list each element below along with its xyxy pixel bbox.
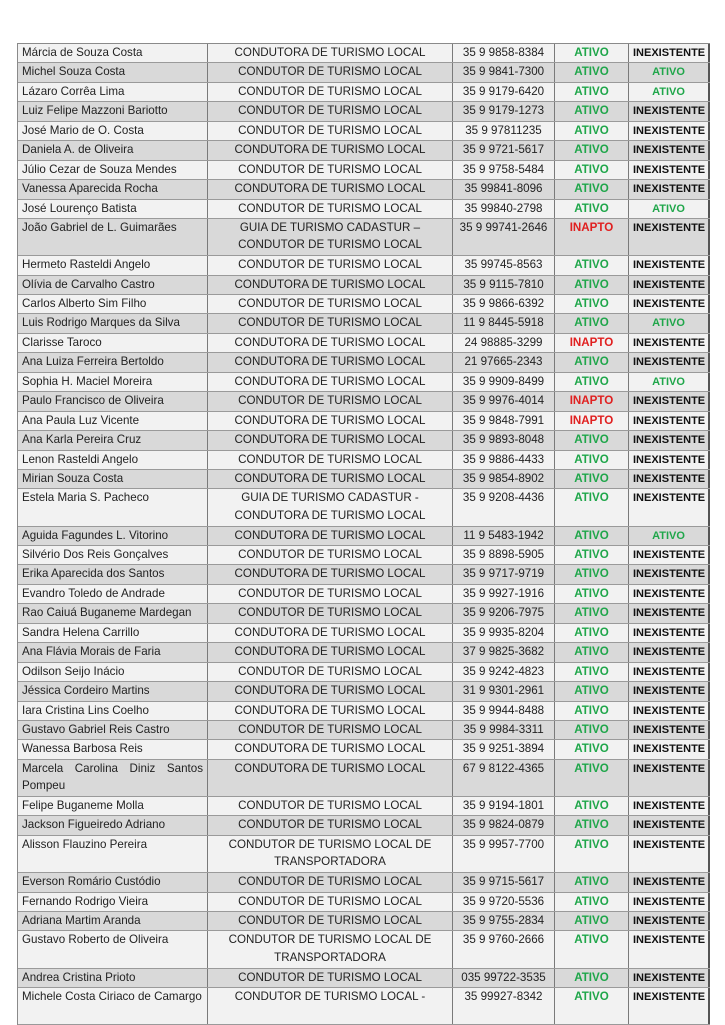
guide-status: ATIVO [555,63,629,81]
table-row [18,931,710,968]
guide-phone: 35 99840-2798 [453,200,555,218]
guide-name: Gustavo Roberto de Oliveira [18,931,208,967]
guide-role: GUIA DE TURISMO CADASTUR - CONDUTORA DE TURISMO LOCAL [208,489,453,525]
cadastur-status: INEXISTENTE [629,141,710,159]
guide-phone: 35 9 9957-7700 [453,836,555,872]
guide-phone: 24 98885-3299 [453,334,555,352]
guide-role: CONDUTORA DE TURISMO LOCAL [208,353,453,371]
cadastur-status: INEXISTENTE [629,256,710,274]
table-row [18,682,710,701]
guide-name: Luis Rodrigo Marques da Silva [18,314,208,332]
guide-phone: 35 9 8898-5905 [453,546,555,564]
table-row [18,451,710,470]
guide-phone: 35 9 9984-3311 [453,721,555,739]
cadastur-status: INEXISTENTE [629,392,710,410]
guide-status: INAPTO [555,412,629,430]
guide-name: Jackson Figueiredo Adriano [18,816,208,834]
cadastur-status: ATIVO [629,63,710,81]
guide-status: ATIVO [555,912,629,930]
table-row [18,200,710,219]
guide-status: ATIVO [555,489,629,525]
guide-name: Lenon Rasteldi Angelo [18,451,208,469]
guide-status: ATIVO [555,893,629,911]
guide-role: CONDUTOR DE TURISMO LOCAL [208,161,453,179]
guide-role: CONDUTORA DE TURISMO LOCAL [208,276,453,294]
guide-role: CONDUTOR DE TURISMO LOCAL [208,83,453,101]
guide-role: CONDUTOR DE TURISMO LOCAL [208,63,453,81]
table-row [18,797,710,816]
guide-role: GUIA DE TURISMO CADASTUR – CONDUTOR DE TURISMO LOCAL [208,219,453,255]
guide-name: Ana Karla Pereira Cruz [18,431,208,449]
guide-phone: 35 9 9755-2834 [453,912,555,930]
guide-phone: 35 9 9721-5617 [453,141,555,159]
guide-role: CONDUTORA DE TURISMO LOCAL [208,470,453,488]
table-row [18,256,710,275]
table-row [18,760,710,797]
cadastur-status: ATIVO [629,314,710,332]
guide-name: Vanessa Aparecida Rocha [18,180,208,198]
guide-phone: 37 9 9825-3682 [453,643,555,661]
table-row [18,565,710,584]
table-row [18,102,710,121]
guide-status: ATIVO [555,988,629,1024]
guide-status: ATIVO [555,760,629,796]
guide-status: ATIVO [555,470,629,488]
guide-phone: 35 9 9854-8902 [453,470,555,488]
cadastur-status: INEXISTENTE [629,643,710,661]
guide-name: Gustavo Gabriel Reis Castro [18,721,208,739]
guide-status: ATIVO [555,546,629,564]
guide-status: ATIVO [555,44,629,62]
cadastur-status: ATIVO [629,373,710,391]
guide-phone: 035 99722-3535 [453,969,555,987]
cadastur-status: ATIVO [629,83,710,101]
table-row [18,546,710,565]
guide-role: CONDUTORA DE TURISMO LOCAL [208,141,453,159]
table-row [18,295,710,314]
table-row [18,969,710,988]
guide-name: Alisson Flauzino Pereira [18,836,208,872]
guide-phone: 35 9 9976-4014 [453,392,555,410]
table-row [18,122,710,141]
guide-role: CONDUTORA DE TURISMO LOCAL [208,702,453,720]
guide-status: ATIVO [555,102,629,120]
cadastur-status: INEXISTENTE [629,102,710,120]
guide-name: Hermeto Rasteldi Angelo [18,256,208,274]
table-row [18,314,710,333]
guide-phone: 35 9 9179-6420 [453,83,555,101]
guide-role: CONDUTOR DE TURISMO LOCAL [208,585,453,603]
cadastur-status: INEXISTENTE [629,489,710,525]
guide-role: CONDUTORA DE TURISMO LOCAL [208,44,453,62]
guide-phone: 35 9 9242-4823 [453,663,555,681]
cadastur-status: INEXISTENTE [629,988,710,1024]
guide-phone: 21 97665-2343 [453,353,555,371]
guide-status: ATIVO [555,931,629,967]
guide-name: Estela Maria S. Pacheco [18,489,208,525]
cadastur-status: INEXISTENTE [629,931,710,967]
cadastur-status: INEXISTENTE [629,624,710,642]
guide-name: Marcela Carolina Diniz Santos Pompeu [18,760,208,796]
table-row [18,740,710,759]
guide-status: ATIVO [555,200,629,218]
guide-phone: 35 99927-8342 [453,988,555,1024]
guide-name: Jéssica Cordeiro Martins [18,682,208,700]
cadastur-status: INEXISTENTE [629,740,710,758]
table-row [18,392,710,411]
guide-phone: 35 99841-8096 [453,180,555,198]
guide-role: CONDUTOR DE TURISMO LOCAL [208,314,453,332]
guide-status: ATIVO [555,314,629,332]
cadastur-status: INEXISTENTE [629,546,710,564]
guide-role: CONDUTOR DE TURISMO LOCAL [208,604,453,622]
guide-status: ATIVO [555,740,629,758]
guide-name: Ana Flávia Morais de Faria [18,643,208,661]
guide-phone: 35 99745-8563 [453,256,555,274]
guide-status: ATIVO [555,295,629,313]
guide-status: ATIVO [555,585,629,603]
guide-name: Erika Aparecida dos Santos [18,565,208,583]
guide-status: ATIVO [555,83,629,101]
cadastur-status: INEXISTENTE [629,180,710,198]
guide-status: ATIVO [555,721,629,739]
cadastur-status: INEXISTENTE [629,122,710,140]
guide-name: Wanessa Barbosa Reis [18,740,208,758]
table-row [18,489,710,526]
table-row [18,873,710,892]
guide-name: Odilson Seijo Inácio [18,663,208,681]
table-row [18,431,710,450]
guide-name: Clarisse Taroco [18,334,208,352]
guide-name: Júlio Cezar de Souza Mendes [18,161,208,179]
guide-status: ATIVO [555,122,629,140]
guide-role: CONDUTORA DE TURISMO LOCAL [208,740,453,758]
guide-name: Lázaro Corrêa Lima [18,83,208,101]
guide-phone: 67 9 8122-4365 [453,760,555,796]
cadastur-status: INEXISTENTE [629,797,710,815]
guide-name: Ana Luiza Ferreira Bertoldo [18,353,208,371]
table-row [18,527,710,546]
guide-name: Andrea Cristina Prioto [18,969,208,987]
table-row [18,141,710,160]
guide-name: José Mario de O. Costa [18,122,208,140]
guide-status: ATIVO [555,836,629,872]
table-row [18,83,710,102]
guide-phone: 35 9 9841-7300 [453,63,555,81]
guide-status: ATIVO [555,702,629,720]
guide-role: CONDUTORA DE TURISMO LOCAL [208,643,453,661]
guide-role: CONDUTOR DE TURISMO LOCAL [208,256,453,274]
guide-name: Olívia de Carvalho Castro [18,276,208,294]
table-row [18,721,710,740]
guide-name: Ana Paula Luz Vicente [18,412,208,430]
guide-role: CONDUTOR DE TURISMO LOCAL [208,392,453,410]
cadastur-status: INEXISTENTE [629,682,710,700]
cadastur-status: INEXISTENTE [629,353,710,371]
table-row [18,412,710,431]
guide-status: ATIVO [555,663,629,681]
guide-role: CONDUTORA DE TURISMO LOCAL [208,412,453,430]
guide-status: ATIVO [555,624,629,642]
guides-table [17,43,710,1025]
table-row [18,161,710,180]
guide-role: CONDUTOR DE TURISMO LOCAL [208,721,453,739]
guide-role: CONDUTORA DE TURISMO LOCAL [208,760,453,796]
guide-status: ATIVO [555,682,629,700]
cadastur-status: INEXISTENTE [629,836,710,872]
guide-status: ATIVO [555,565,629,583]
cadastur-status: INEXISTENTE [629,873,710,891]
guide-name: Michel Souza Costa [18,63,208,81]
guide-phone: 35 9 9206-7975 [453,604,555,622]
cadastur-status: INEXISTENTE [629,816,710,834]
cadastur-status: INEXISTENTE [629,893,710,911]
table-row [18,912,710,931]
guide-status: ATIVO [555,373,629,391]
guide-status: ATIVO [555,451,629,469]
guide-role: CONDUTORA DE TURISMO LOCAL [208,527,453,545]
guide-role: CONDUTOR DE TURISMO LOCAL [208,663,453,681]
guide-role: CONDUTOR DE TURISMO LOCAL [208,122,453,140]
guide-status: ATIVO [555,180,629,198]
guide-name: Paulo Francisco de Oliveira [18,392,208,410]
guide-phone: 11 9 5483-1942 [453,527,555,545]
guide-role: CONDUTORA DE TURISMO LOCAL [208,334,453,352]
guide-phone: 35 9 9909-8499 [453,373,555,391]
guide-phone: 11 9 8445-5918 [453,314,555,332]
guide-phone: 35 9 9717-9719 [453,565,555,583]
guide-status: ATIVO [555,643,629,661]
guide-phone: 35 9 9715-5617 [453,873,555,891]
guide-name: Sandra Helena Carrillo [18,624,208,642]
guide-name: Rao Caiuá Buganeme Mardegan [18,604,208,622]
table-row [18,180,710,199]
guide-status: ATIVO [555,276,629,294]
table-row [18,373,710,392]
guide-status: ATIVO [555,873,629,891]
guide-status: INAPTO [555,219,629,255]
table-row [18,63,710,82]
table-row [18,663,710,682]
guide-role: CONDUTOR DE TURISMO LOCAL [208,912,453,930]
guide-role: CONDUTORA DE TURISMO LOCAL [208,373,453,391]
table-row [18,643,710,662]
cadastur-status: INEXISTENTE [629,565,710,583]
table-row [18,585,710,604]
guide-name: Márcia de Souza Costa [18,44,208,62]
guide-status: ATIVO [555,431,629,449]
guide-phone: 35 9 9886-4433 [453,451,555,469]
guide-role: CONDUTORA DE TURISMO LOCAL [208,682,453,700]
guide-name: Luiz Felipe Mazzoni Bariotto [18,102,208,120]
table-row [18,624,710,643]
guide-name: Aguida Fagundes L. Vitorino [18,527,208,545]
cadastur-status: INEXISTENTE [629,760,710,796]
guide-role: CONDUTOR DE TURISMO LOCAL [208,451,453,469]
guide-phone: 35 9 97811235 [453,122,555,140]
guide-role: CONDUTOR DE TURISMO LOCAL [208,546,453,564]
guide-name: Felipe Buganeme Molla [18,797,208,815]
table-row [18,44,710,63]
guide-phone: 35 9 9115-7810 [453,276,555,294]
guide-name: Everson Romário Custódio [18,873,208,891]
guide-name: Daniela A. de Oliveira [18,141,208,159]
table-row [18,893,710,912]
cadastur-status: ATIVO [629,200,710,218]
guide-status: ATIVO [555,141,629,159]
guide-phone: 35 9 9251-3894 [453,740,555,758]
guide-status: INAPTO [555,392,629,410]
guide-phone: 35 9 9179-1273 [453,102,555,120]
guide-role: CONDUTOR DE TURISMO LOCAL [208,893,453,911]
guide-role: CONDUTORA DE TURISMO LOCAL [208,565,453,583]
guide-name: Sophia H. Maciel Moreira [18,373,208,391]
cadastur-status: INEXISTENTE [629,721,710,739]
cadastur-status: INEXISTENTE [629,585,710,603]
guide-phone: 35 9 9858-8384 [453,44,555,62]
guide-name: Silvério Dos Reis Gonçalves [18,546,208,564]
guide-phone: 35 9 9208-4436 [453,489,555,525]
guide-name: Iara Cristina Lins Coelho [18,702,208,720]
guide-name: José Lourenço Batista [18,200,208,218]
guide-role: CONDUTOR DE TURISMO LOCAL [208,969,453,987]
guide-phone: 35 9 9935-8204 [453,624,555,642]
cadastur-status: ATIVO [629,527,710,545]
guide-phone: 35 9 9760-2666 [453,931,555,967]
guide-name: Adriana Martim Aranda [18,912,208,930]
guide-role: CONDUTOR DE TURISMO LOCAL DE TRANSPORTADORA [208,931,453,967]
guide-role: CONDUTORA DE TURISMO LOCAL [208,431,453,449]
guide-phone: 35 9 9848-7991 [453,412,555,430]
guide-status: ATIVO [555,604,629,622]
cadastur-status: INEXISTENTE [629,334,710,352]
cadastur-status: INEXISTENTE [629,412,710,430]
guide-role: CONDUTOR DE TURISMO LOCAL - [208,988,453,1024]
table-row [18,353,710,372]
guide-status: INAPTO [555,334,629,352]
cadastur-status: INEXISTENTE [629,295,710,313]
cadastur-status: INEXISTENTE [629,219,710,255]
cadastur-status: INEXISTENTE [629,470,710,488]
cadastur-status: INEXISTENTE [629,451,710,469]
guide-phone: 35 9 9824-0879 [453,816,555,834]
guide-name: Evandro Toledo de Andrade [18,585,208,603]
guide-status: ATIVO [555,797,629,815]
cadastur-status: INEXISTENTE [629,702,710,720]
cadastur-status: INEXISTENTE [629,969,710,987]
guide-status: ATIVO [555,256,629,274]
guide-phone: 31 9 9301-2961 [453,682,555,700]
table-row [18,334,710,353]
guide-phone: 35 9 9194-1801 [453,797,555,815]
guide-name: Fernando Rodrigo Vieira [18,893,208,911]
guide-phone: 35 9 9866-6392 [453,295,555,313]
guide-role: CONDUTOR DE TURISMO LOCAL [208,873,453,891]
guide-role: CONDUTOR DE TURISMO LOCAL [208,797,453,815]
guide-phone: 35 9 9944-8488 [453,702,555,720]
guide-phone: 35 9 9758-5484 [453,161,555,179]
guide-role: CONDUTORA DE TURISMO LOCAL [208,180,453,198]
table-row [18,836,710,873]
cadastur-status: INEXISTENTE [629,276,710,294]
table-row [18,604,710,623]
guide-role: CONDUTOR DE TURISMO LOCAL [208,295,453,313]
guide-phone: 35 9 9893-8048 [453,431,555,449]
guide-phone: 35 9 99741-2646 [453,219,555,255]
cadastur-status: INEXISTENTE [629,663,710,681]
table-row [18,816,710,835]
guide-role: CONDUTOR DE TURISMO LOCAL DE TRANSPORTADORA [208,836,453,872]
cadastur-status: INEXISTENTE [629,604,710,622]
guide-status: ATIVO [555,816,629,834]
table-row [18,988,710,1025]
guide-role: CONDUTOR DE TURISMO LOCAL [208,200,453,218]
guide-phone: 35 9 9927-1916 [453,585,555,603]
guide-name: Carlos Alberto Sim Filho [18,295,208,313]
guide-role: CONDUTORA DE TURISMO LOCAL [208,624,453,642]
table-row [18,276,710,295]
table-row [18,219,710,256]
guide-status: ATIVO [555,161,629,179]
guide-status: ATIVO [555,353,629,371]
cadastur-status: INEXISTENTE [629,912,710,930]
guide-phone: 35 9 9720-5536 [453,893,555,911]
cadastur-status: INEXISTENTE [629,44,710,62]
cadastur-status: INEXISTENTE [629,431,710,449]
guide-name: Michele Costa Ciriaco de Camargo [18,988,208,1024]
guide-status: ATIVO [555,527,629,545]
guide-role: CONDUTOR DE TURISMO LOCAL [208,816,453,834]
cadastur-status: INEXISTENTE [629,161,710,179]
guide-status: ATIVO [555,969,629,987]
table-row [18,702,710,721]
guide-name: João Gabriel de L. Guimarães [18,219,208,255]
guide-name: Mirian Souza Costa [18,470,208,488]
table-row [18,470,710,489]
guide-role: CONDUTOR DE TURISMO LOCAL [208,102,453,120]
